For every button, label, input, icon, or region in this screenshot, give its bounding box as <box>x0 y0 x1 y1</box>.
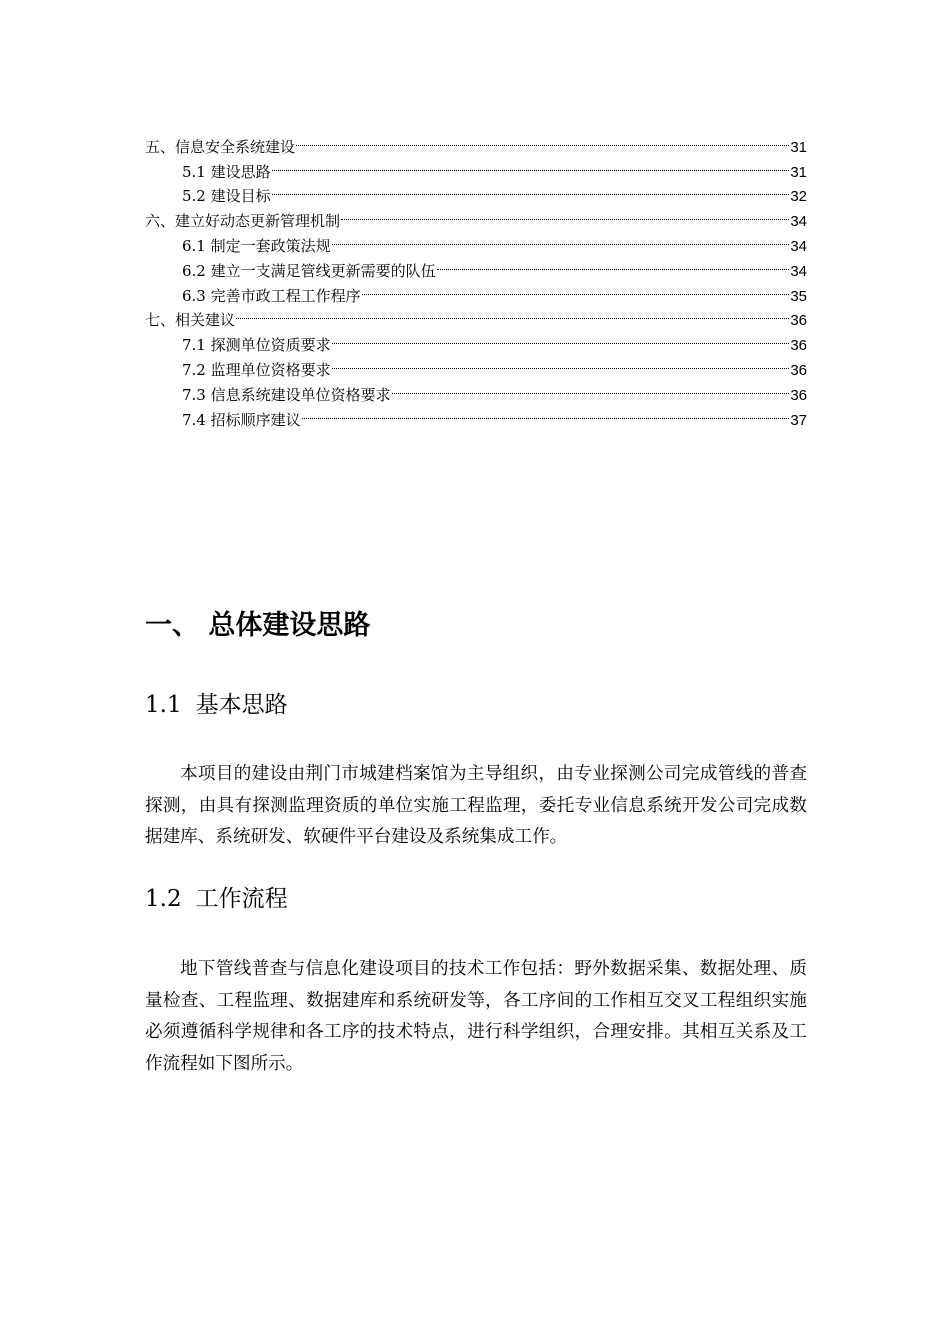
toc-dot-leader <box>392 375 790 400</box>
toc-dot-leader <box>332 325 790 350</box>
section-number: 1.2 <box>145 886 182 912</box>
toc-dot-leader <box>332 350 790 375</box>
toc-entry-label: 5.1 建设思路 <box>182 162 271 181</box>
body-paragraph: 本项目的建设由荆门市城建档案馆为主导组织，由专业探测公司完成管线的普查探测，由具有探测监理资质的单位实施工程监理，委托专业信息系统开发公司完成数据建库、系统研发、软硬件平台建设及系统集成工作。 <box>145 764 807 847</box>
body-paragraph: 地下管线普查与信息化建设项目的技术工作包括：野外数据采集、数据处理、质量检查、工程监理、数据建库和系统研发等，各工序间的工作相互交叉工程组织实施必须遵循科学规律和各工序的技术特点，进行科学组织，合理安排。其相互关系及工作流程如下图所示。 <box>145 959 807 1074</box>
toc-entry-page: 34 <box>790 213 807 231</box>
toc-entry-label: 七、相关建议 <box>145 311 236 330</box>
toc-entry-label: 7.1 探测单位资质要求 <box>182 336 331 355</box>
toc-entry[interactable] <box>145 325 807 355</box>
toc-entry-label: 5.2 建设目标 <box>182 187 271 206</box>
toc-entry-label: 7.3 信息系统建设单位资格要求 <box>182 385 391 404</box>
section-title: 基本思路 <box>195 692 288 718</box>
toc-entry[interactable] <box>145 301 807 330</box>
toc-entry-label: 7.2 监理单位资格要求 <box>182 360 331 379</box>
toc-entry-page: 36 <box>790 361 807 379</box>
toc-entry-page: 36 <box>790 386 807 404</box>
toc-dot-leader <box>272 152 790 177</box>
section-title: 工作流程 <box>195 886 288 912</box>
toc-entry-label: 6.2 建立一支满足管线更新需要的队伍 <box>182 261 436 280</box>
toc-entry-label: 6.1 制定一套政策法规 <box>182 236 331 255</box>
table-of-contents <box>145 127 807 429</box>
toc-dot-leader <box>332 226 790 251</box>
chapter-heading: 一、 总体建设思路 <box>145 610 371 641</box>
toc-entry[interactable] <box>145 127 807 156</box>
toc-entry-label: 五、信息安全系统建设 <box>145 137 296 156</box>
toc-entry-page: 36 <box>790 312 807 330</box>
toc-entry-page: 35 <box>790 287 807 305</box>
toc-dot-leader <box>341 201 789 226</box>
toc-entry-page: 31 <box>790 163 807 181</box>
toc-entry-page: 37 <box>790 411 807 429</box>
toc-entry-page: 31 <box>790 138 807 156</box>
toc-entry-label: 六、建立好动态更新管理机制 <box>145 212 341 231</box>
toc-dot-leader <box>296 127 789 152</box>
toc-dot-leader <box>302 400 790 425</box>
toc-dot-leader <box>272 177 790 202</box>
toc-entry-page: 34 <box>790 237 807 255</box>
section-heading <box>145 882 288 916</box>
toc-entry-label: 6.3 完善市政工程工作程序 <box>182 286 361 305</box>
toc-dot-leader <box>362 276 790 301</box>
toc-dot-leader <box>437 251 790 276</box>
toc-entry-page: 32 <box>790 188 807 206</box>
section-heading <box>145 688 288 722</box>
section-number: 1.1 <box>145 692 182 718</box>
toc-entry-label: 7.4 招标顺序建议 <box>182 410 301 429</box>
toc-dot-leader <box>236 301 789 326</box>
toc-entry-page: 34 <box>790 262 807 280</box>
toc-entry-page: 36 <box>790 337 807 355</box>
